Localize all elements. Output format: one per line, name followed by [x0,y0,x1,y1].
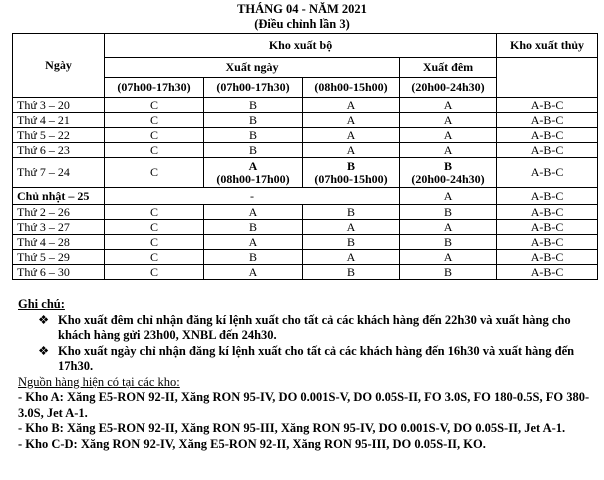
diamond-bullet-icon: ❖ [38,343,50,358]
note-text-1: Kho xuất đêm chỉ nhận đăng kí lệnh xuất cho tất cả các khách hàng đến 22h30 và xuất hàng cho khách hàng gửi 23h00, XNBL đến 24h30. [58,312,571,342]
xuat-ngay-3-cell: B [303,265,400,280]
header-xuat-dem: Xuất đêm [400,58,497,78]
warehouse-b: - Kho B: Xăng E5-RON 92-II, Xăng RON 95-III, Xăng RON 95-IV, DO 0.001S-V, DO 0.05S-II, Jet A-1. [18,421,566,435]
day-cell: Thứ 7 – 24 [13,158,105,188]
xuat-ngay-3-cell: A [303,250,400,265]
kho-xuat-thuy-cell: A-B-C [497,128,598,143]
xuat-ngay-3-cell: A [303,98,400,113]
merged-cell: - [105,188,400,205]
day-cell: Thứ 6 – 30 [13,265,105,280]
day-cell: Thứ 3 – 20 [13,98,105,113]
xuat-ngay-3-cell: A [303,143,400,158]
xuat-ngay-1-cell: C [105,98,204,113]
header-kho-xuat-bo: Kho xuất bộ [105,34,497,58]
xuat-ngay-2-cell: B [204,128,303,143]
kho-xuat-thuy-cell: A-B-C [497,265,598,280]
xuat-dem-cell: A [400,113,497,128]
day-cell: Thứ 5 – 22 [13,128,105,143]
xuat-ngay-3-cell [303,158,400,188]
xuat-ngay-2-cell: B [204,250,303,265]
warehouse-a: - Kho A: Xăng E5-RON 92-II, Xăng RON 95-IV, DO 0.001S-V, DO 0.05S-II, FO 3.0S, FO 180-0.5S, FO 380-3.0S, Jet A-1. [18,390,590,420]
xuat-ngay-3-cell: A [303,220,400,235]
xuat-ngay-1-cell: C [105,128,204,143]
day-cell: Thứ 5 – 29 [13,250,105,265]
header-time-4: (20h00-24h30) [400,78,497,98]
page-subtitle: (Điều chỉnh lần 3) [254,17,350,31]
table-row [13,113,598,128]
day-cell: Chủ nhật – 25 [13,188,105,205]
xuat-ngay-2-cell: A [204,205,303,220]
xuat-dem-cell [400,158,497,188]
xuat-ngay-2-cell [204,158,303,188]
kho-xuat-thuy-cell: A-B-C [497,235,598,250]
warehouse-cd: - Kho C-D: Xăng RON 92-IV, Xăng E5-RON 92-II, Xăng RON 95-III, DO 0.05S-II, KO. [18,436,486,451]
header-time-1: (07h00-17h30) [105,78,204,98]
xuat-ngay-1-cell: C [105,143,204,158]
day-cell: Thứ 4 – 28 [13,235,105,250]
note-bullet-1 [18,313,598,344]
table-row [13,128,598,143]
xuat-ngay-2-cell: B [204,220,303,235]
diamond-bullet-icon: ❖ [38,312,50,327]
xuat-ngay-3-cell-value: B [346,158,355,173]
xuat-ngay-1-cell: C [105,220,204,235]
xuat-ngay-3-cell-time: (07h00-15h00) [314,171,388,186]
xuat-dem-cell: A [400,128,497,143]
header-xuat-ngay: Xuất ngày [105,58,400,78]
xuat-ngay-1-cell: C [105,265,204,280]
xuat-ngay-1-cell: C [105,250,204,265]
header-row [13,34,598,58]
xuat-ngay-2-cell: A [204,265,303,280]
kho-xuat-thuy-cell: A-B-C [497,188,598,205]
xuat-dem-cell: B [400,265,497,280]
schedule-table-body [13,34,598,280]
xuat-ngay-3-cell: A [303,128,400,143]
notes-section [18,297,598,452]
xuat-dem-cell-value: B [444,158,453,173]
kho-xuat-thuy-cell: A-B-C [497,143,598,158]
day-cell: Thứ 6 – 23 [13,143,105,158]
xuat-dem-cell: B [400,235,497,250]
header-time-2: (07h00-17h30) [204,78,303,98]
kho-xuat-thuy-cell: A-B-C [497,98,598,113]
xuat-ngay-3-cell: B [303,205,400,220]
xuat-dem-cell-time: (20h00-24h30) [411,171,485,186]
day-cell: Thứ 4 – 21 [13,113,105,128]
kho-xuat-thuy-cell: A-B-C [497,113,598,128]
note-text-2: Kho xuất ngày chỉ nhận đăng kí lệnh xuất cho tất cả các khách hàng đến 16h30 và xuất hàng đến 17h30. [58,343,575,373]
xuat-ngay-2-cell: B [204,113,303,128]
xuat-dem-cell: A [400,143,497,158]
table-row [13,235,598,250]
xuat-ngay-2-cell-time: (08h00-17h00) [216,171,290,186]
xuat-ngay-3-cell: B [303,235,400,250]
header-kho-xuat-thuy: Kho xuất thủy [497,34,598,58]
xuat-ngay-2-cell: A [204,235,303,250]
header-time-3: (08h00-15h00) [303,78,400,98]
xuat-dem-cell: A [400,188,497,205]
xuat-ngay-2-cell-value: A [248,158,258,173]
xuat-ngay-1-cell: C [105,235,204,250]
xuat-ngay-2-cell: B [204,143,303,158]
notes-title: Ghi chú: [18,297,65,311]
schedule-table [12,33,598,280]
xuat-ngay-1-cell: C [105,113,204,128]
note-bullet-2 [18,344,598,375]
xuat-ngay-1-cell: C [105,158,204,188]
page-title: THÁNG 04 - NĂM 2021 [237,2,367,16]
kho-xuat-thuy-cell: A-B-C [497,220,598,235]
xuat-dem-cell: B [400,205,497,220]
header-empty-cell [497,58,598,98]
table-row [13,98,598,113]
header-ngay: Ngày [13,34,105,98]
table-row [13,143,598,158]
table-row [13,158,598,188]
xuat-dem-cell: A [400,250,497,265]
table-row [13,250,598,265]
xuat-ngay-1-cell: C [105,205,204,220]
kho-xuat-thuy-cell: A-B-C [497,158,598,188]
xuat-dem-cell: A [400,220,497,235]
table-row [13,188,598,205]
xuat-ngay-3-cell: A [303,113,400,128]
table-row [13,220,598,235]
source-title: Nguồn hàng hiện có tại các kho: [18,374,180,389]
day-cell: Thứ 3 – 27 [13,220,105,235]
table-row [13,205,598,220]
kho-xuat-thuy-cell: A-B-C [497,250,598,265]
table-row [13,265,598,280]
day-cell: Thứ 2 – 26 [13,205,105,220]
xuat-ngay-2-cell: B [204,98,303,113]
xuat-dem-cell: A [400,98,497,113]
kho-xuat-thuy-cell: A-B-C [497,205,598,220]
